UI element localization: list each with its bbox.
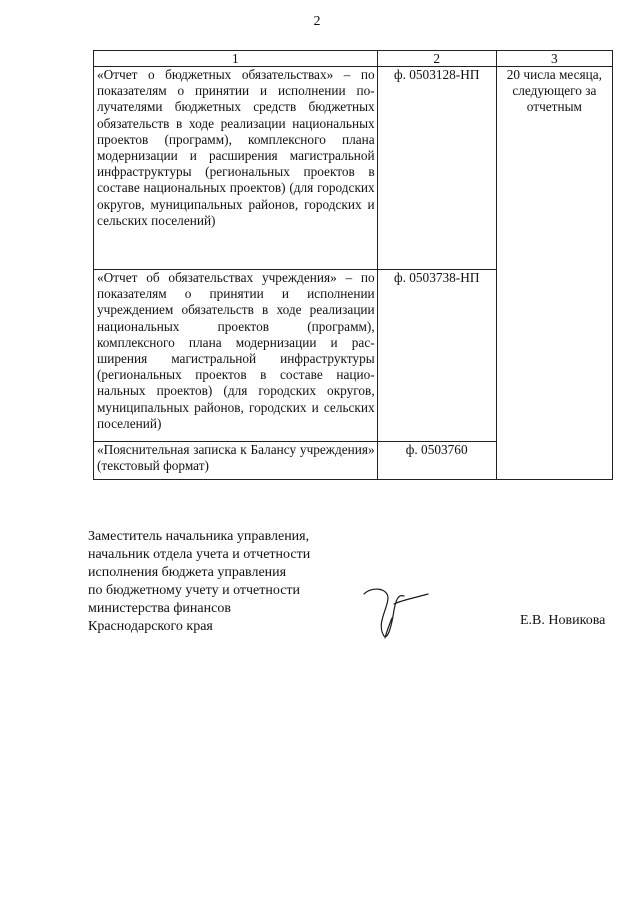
signatory-title-line: министерства финансов — [88, 601, 231, 616]
form-code-cell: ф. 0503738-НП — [377, 270, 496, 442]
deadline-cell: 20 числа месяца, следующего за отчетным — [496, 67, 612, 480]
table-header-row — [94, 51, 613, 67]
report-forms-table — [93, 50, 613, 480]
table-row — [94, 67, 613, 270]
column-header-1: 1 — [94, 51, 378, 67]
signatory-title — [88, 528, 310, 636]
signer-name: Е.В. Новикова — [520, 613, 606, 628]
report-name-cell: «Пояснительная записка к Балансу учреждения» (текстовый формат) — [94, 442, 378, 480]
form-code-cell: ф. 0503760 — [377, 442, 496, 480]
form-code-cell: ф. 0503128-НП — [377, 67, 496, 270]
signatory-title-line: исполнения бюджета управления — [88, 565, 287, 580]
page-number: 2 — [313, 14, 321, 29]
report-name-cell: «Отчет о бюджетных обязательствах» – по показателям о принятии и исполнении получателями бюджетных средств бюджетных обязательств в ходе реализации национальных проектов (программ), комплексного плана модернизации и расширения магистральной инфраструктуры (региональных проектов в составе национальных проектов) (для городских округов, муниципальных районов, городских и сельских поселений) — [94, 67, 378, 270]
column-header-3: 3 — [496, 51, 612, 67]
signatory-title-line: начальник отдела учета и отчетности — [88, 547, 311, 562]
signatory-title-line: Заместитель начальника управления, — [88, 529, 310, 544]
signatory-title-line: по бюджетному учету и отчетности — [88, 583, 301, 598]
handwritten-signature — [358, 584, 432, 640]
report-name-cell: «Отчет об обязательствах учреждения» – по показателям о принятии и исполнении учреждением обязательств в ходе реализации национальных проектов (программ), комплексного плана модернизации и расширения магистральной инфраструктуры (региональных проектов в составе национальных проектов) (для городских округов, муниципальных районов, городских и сельских поселений) — [94, 270, 378, 442]
column-header-2: 2 — [377, 51, 496, 67]
signatory-title-line: Краснодарского края — [88, 619, 213, 634]
